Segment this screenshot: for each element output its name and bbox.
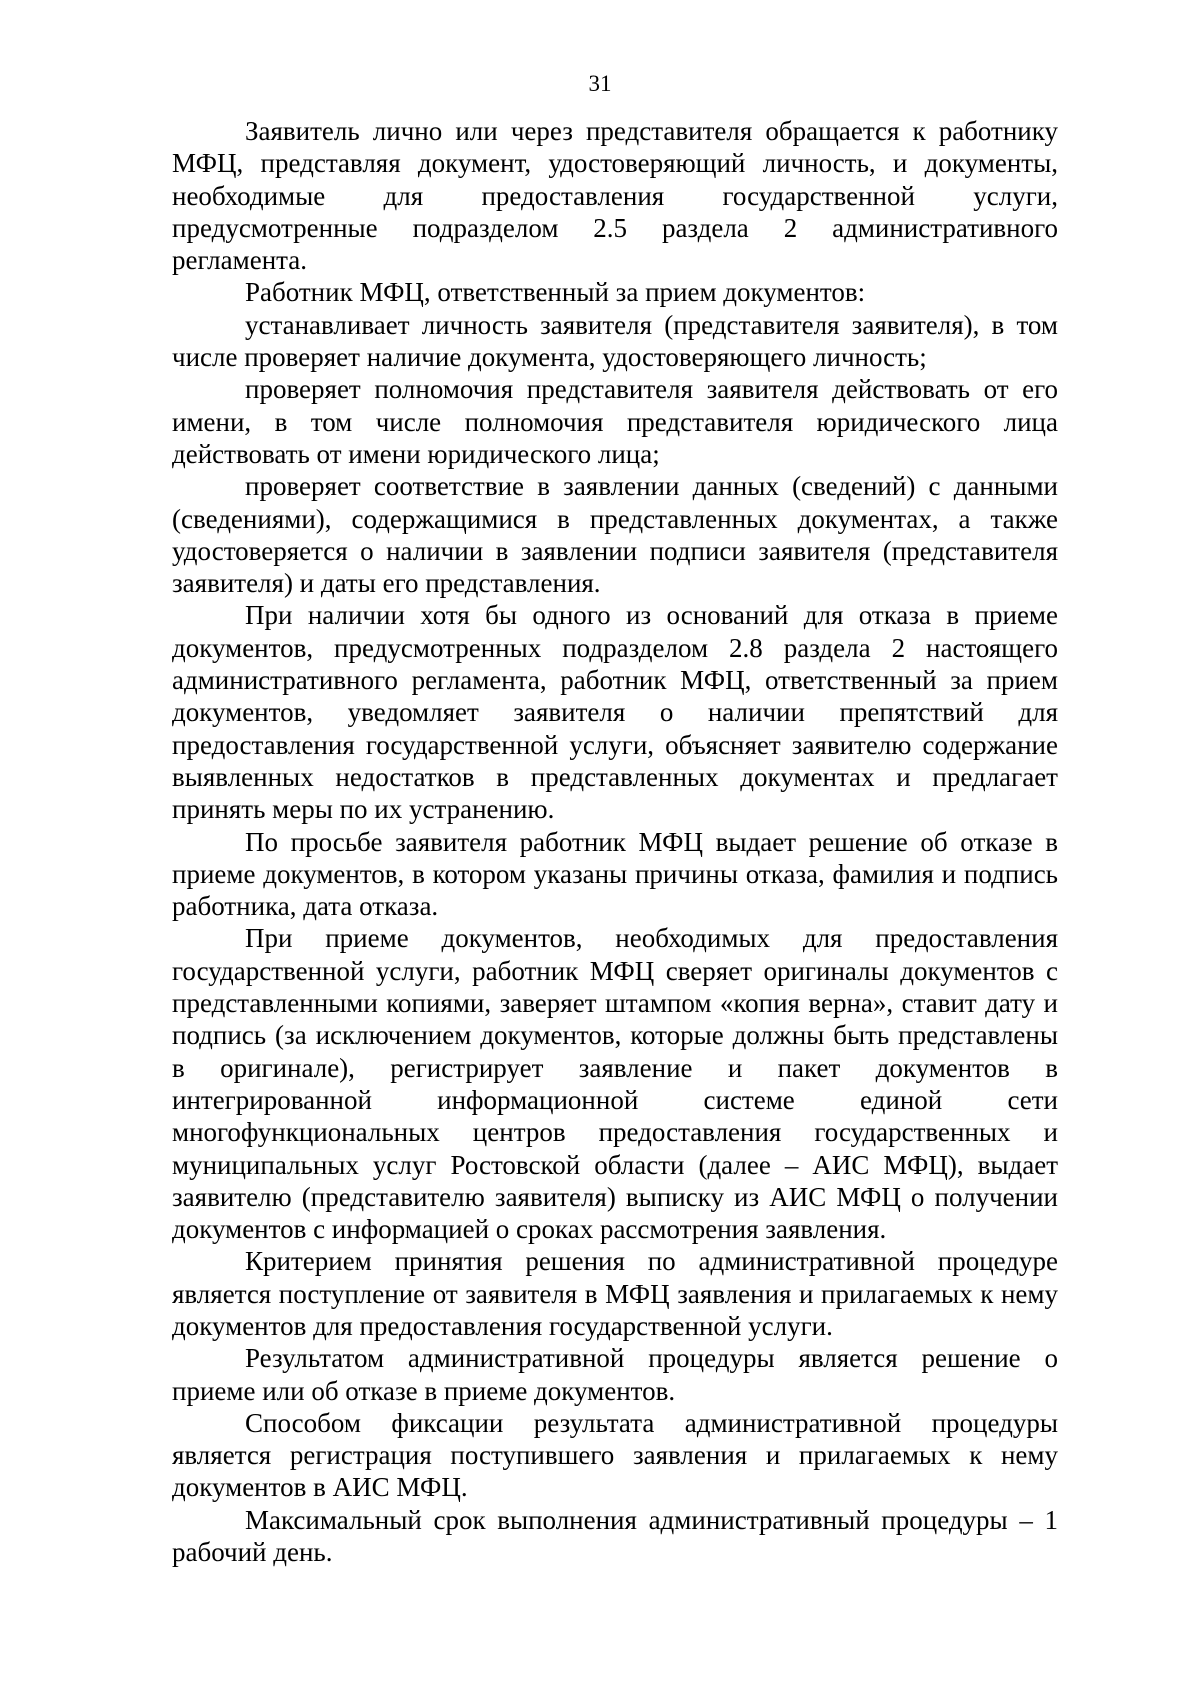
paragraph-max-duration: Максимальный срок выполнения административный процедуры – 1 рабочий день.	[172, 1504, 1058, 1568]
paragraph-result-fixation: Способом фиксации результата административной процедуры является регистрация поступившего заявления и прилагаемых к нему документов в АИС МФЦ.	[172, 1407, 1058, 1503]
document-body	[172, 115, 1058, 1568]
paragraph-authority-check: проверяет полномочия представителя заявителя действовать от его имени, в том числе полномочия представителя юридического лица действовать от имени юридического лица;	[172, 374, 1058, 469]
page-number: 31	[588, 71, 612, 96]
paragraph-procedure-result: Результатом административной процедуры является решение о приеме или об отказе в приеме документов.	[172, 1343, 1058, 1406]
paragraph-applicant-appeal: Заявитель лично или через представителя обращается к работнику МФЦ, представляя документ, удостоверяющий личность, и документы, необходимые для предоставления государственной услуги, предусмотренные подразделом 2.5 раздела 2 административного регламента.	[172, 116, 1058, 276]
paragraph-decision-criterion: Критерием принятия решения по административной процедуре является поступление от заявителя в МФЦ заявления и прилагаемых к нему документов для предоставления государственной услуги.	[172, 1246, 1058, 1341]
paragraph-mfc-worker-responsible: Работник МФЦ, ответственный за прием документов:	[245, 277, 866, 308]
paragraph-data-match-check: проверяет соответствие в заявлении данных (сведений) с данными (сведениями), содержащимися в представленных документах, а также удостоверяется о наличии в заявлении подписи заявителя (представителя заявителя) и даты его представления.	[172, 471, 1058, 599]
paragraph-refusal-grounds: При наличии хотя бы одного из оснований для отказа в приеме документов, предусмотренных подразделом 2.8 раздела 2 настоящего административного регламента, работник МФЦ, ответственный за прием документов, уведомляет заявителя о наличии препятствий для предоставления государственной услуги, объясняет заявителю содержание выявленных недостатков в представленных документах и предлагает принять меры по их устранению.	[172, 600, 1058, 825]
paragraph-refusal-decision: По просьбе заявителя работник МФЦ выдает решение об отказе в приеме документов, в котором указаны причины отказа, фамилия и подпись работника, дата отказа.	[172, 826, 1058, 922]
paragraph-identity-check: устанавливает личность заявителя (представителя заявителя), в том числе проверяет наличие документа, удостоверяющего личность;	[172, 309, 1058, 373]
paragraph-document-acceptance: При приеме документов, необходимых для предоставления государственной услуги, работник МФЦ сверяет оригиналы документов с представленными копиями, заверяет штампом «копия верна», ставит дату и подпись (за исключением документов, которые должны быть представлены в оригинале), регистрирует заявление и пакет документов в интегрированной информационной системе единой сети многофункциональных центров предоставления государственных и муниципальных услуг Ростовской области (далее – АИС МФЦ), выдает заявителю (представителю заявителя) выписку из АИС МФЦ о получении документов с информацией о сроках рассмотрения заявления.	[172, 923, 1058, 1245]
